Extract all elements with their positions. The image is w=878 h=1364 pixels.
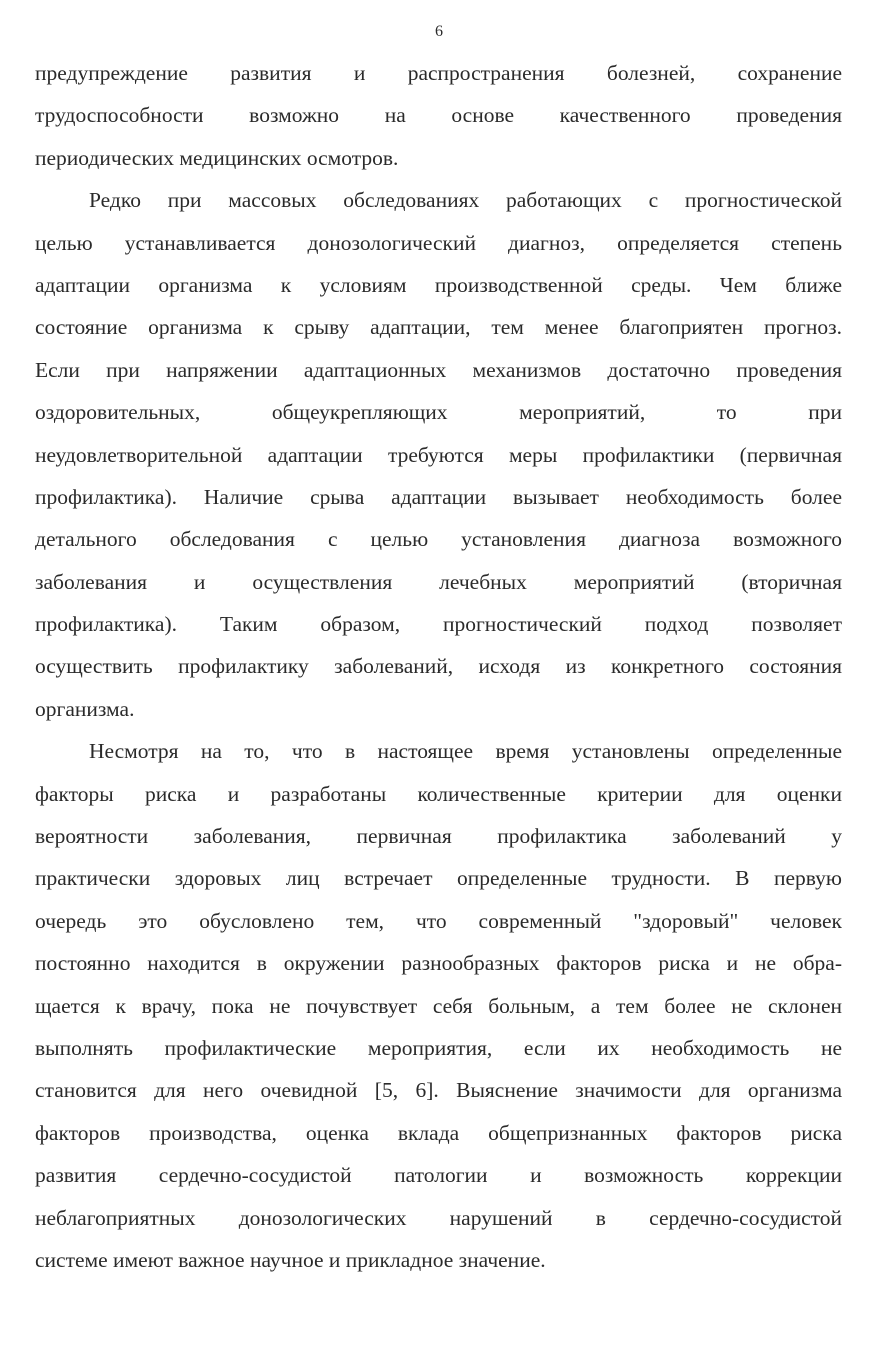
- text-line: практически здоровых лиц встречает определенные трудности. В первую: [35, 866, 842, 891]
- text-line: развития сердечно-сосудистой патологии и возможность коррекции: [35, 1163, 842, 1188]
- text-line: целью устанавливается донозологический диагноз, определяется степень: [35, 230, 842, 255]
- text-line: неудовлетворительной адаптации требуются меры профилактики (первичная: [35, 442, 842, 467]
- text-line: щается к врачу, пока не почувствует себя больным, а тем более не склонен: [35, 993, 842, 1018]
- text-line: становится для него очевидной [5, 6]. Выяснение значимости для организма: [35, 1078, 842, 1103]
- text-line: оздоровительных, общеукрепляющих мероприятий, то при: [35, 400, 842, 425]
- text-line: Если при напряжении адаптационных механизмов достаточно проведения: [35, 357, 842, 382]
- text-line: вероятности заболевания, первичная профилактика заболеваний у: [35, 824, 842, 849]
- text-line: организма.: [35, 696, 135, 721]
- text-line: заболевания и осуществления лечебных мероприятий (вторичная: [35, 569, 842, 594]
- text-line: профилактика). Наличие срыва адаптации вызывает необходимость более: [35, 484, 842, 509]
- text-line: адаптации организма к условиям производственной среды. Чем ближе: [35, 272, 842, 297]
- text-line: детального обследования с целью установления диагноза возможного: [35, 527, 842, 552]
- text-line: Несмотря на то, что в настоящее время установлены определенные: [89, 739, 842, 764]
- text-line: профилактика). Таким образом, прогностический подход позволяет: [35, 612, 842, 637]
- text-line: неблагоприятных донозологических нарушений в сердечно-сосудистой: [35, 1205, 842, 1230]
- text-line: состояние организма к срыву адаптации, тем менее благоприятен прогноз.: [35, 315, 842, 340]
- text-line: осуществить профилактику заболеваний, исходя из конкретного состояния: [35, 654, 842, 679]
- text-line: периодических медицинских осмотров.: [35, 145, 399, 170]
- text-line: постоянно находится в окружении разнообразных факторов риска и не обра-: [35, 951, 842, 976]
- text-line: факторов производства, оценка вклада общепризнанных факторов риска: [35, 1120, 842, 1145]
- page-number: 6: [435, 23, 443, 40]
- text-line: факторы риска и разработаны количественные критерии для оценки: [35, 781, 842, 806]
- paragraph-2: [35, 179, 842, 730]
- paragraph-3: [35, 730, 842, 1281]
- text-line: трудоспособности возможно на основе качественного проведения: [35, 103, 842, 128]
- text-line: очередь это обусловлено тем, что современный "здоровый" человек: [35, 908, 842, 933]
- document-body: [35, 52, 842, 1281]
- text-line: предупреждение развития и распространения болезней, сохранение: [35, 61, 842, 85]
- text-line: системе имеют важное научное и прикладное значение.: [35, 1247, 546, 1272]
- text-line: Редко при массовых обследованиях работающих с прогностической: [89, 188, 842, 213]
- text-line: выполнять профилактические мероприятия, если их необходимость не: [35, 1035, 842, 1060]
- paragraph-1: [35, 52, 842, 179]
